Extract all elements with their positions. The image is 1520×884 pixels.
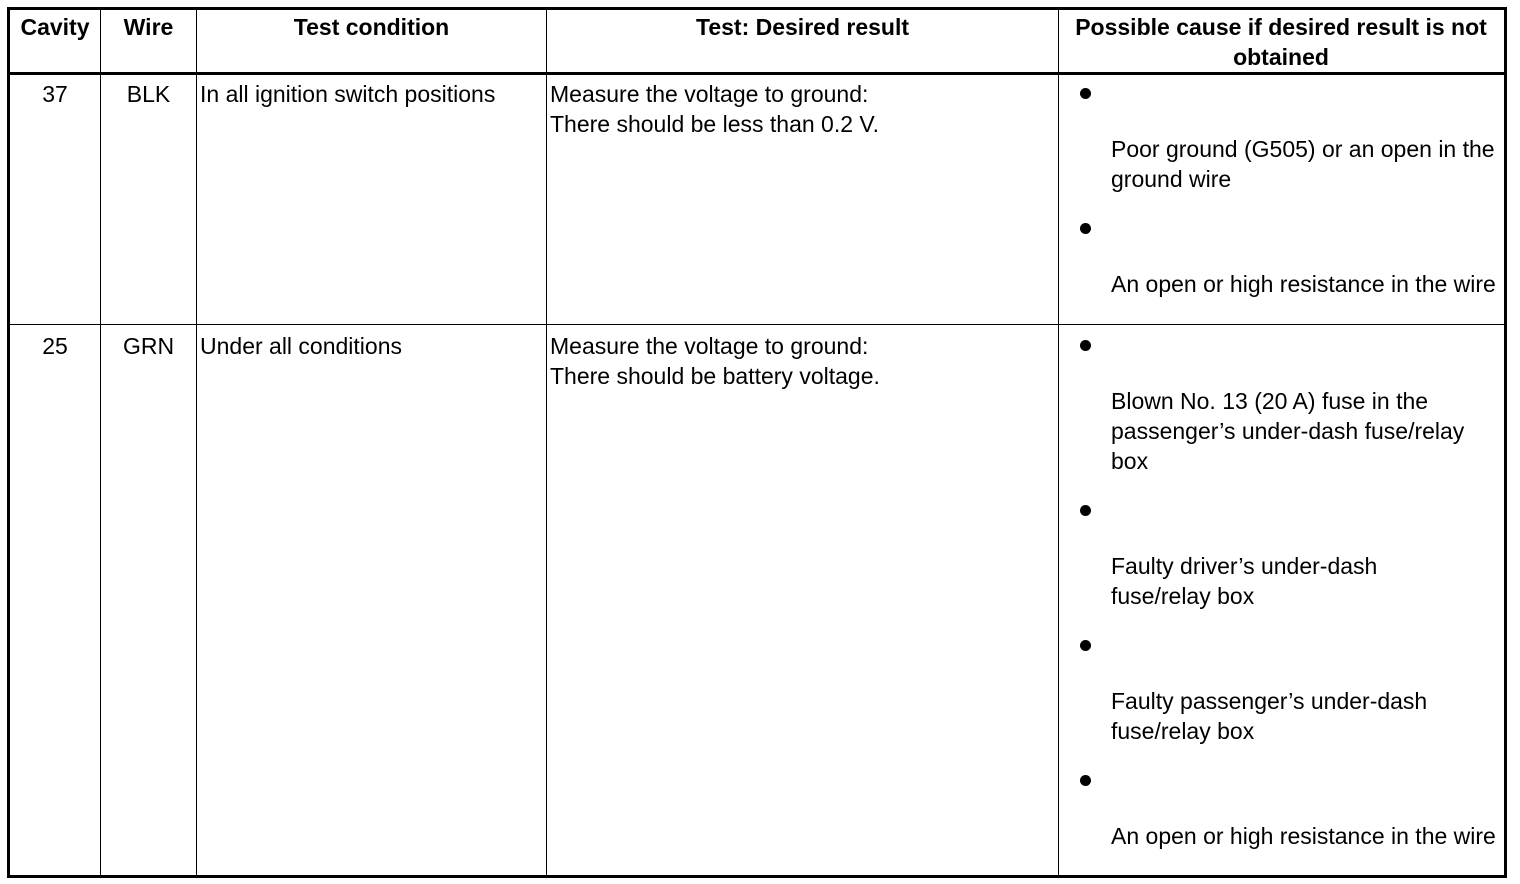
bullet-icon (1080, 505, 1091, 516)
header-possible-cause: Possible cause if desired result is not obtained (1075, 14, 1487, 70)
header-wire: Wire (123, 14, 174, 40)
row-divider (10, 324, 1504, 325)
header-cavity: Cavity (20, 14, 90, 40)
col-divider (196, 10, 197, 875)
row-result-line2: There should be battery voltage. (550, 363, 880, 389)
cause-item: Poor ground (G505) or an open in the ground wire (1111, 136, 1495, 192)
row-result-line1: Measure the voltage to ground: (550, 81, 869, 107)
bullet-icon (1080, 88, 1091, 99)
bullet-icon (1080, 775, 1091, 786)
col-divider (546, 10, 547, 875)
header-test-condition: Test condition (293, 14, 450, 40)
header-desired-result: Test: Desired result (695, 14, 910, 40)
cause-item: An open or high resistance in the wire (1111, 823, 1496, 849)
row-test-condition: Under all conditions (200, 333, 403, 359)
cause-item: Blown No. 13 (20 A) fuse in the passenger’s under-dash fuse/relay box (1111, 388, 1465, 474)
cause-item: Faulty passenger’s under-dash fuse/relay box (1111, 688, 1428, 744)
bullet-icon (1080, 640, 1091, 651)
cause-item: An open or high resistance in the wire (1111, 271, 1496, 297)
col-divider (100, 10, 101, 875)
header-divider (10, 72, 1504, 75)
row-cavity: 37 (42, 81, 68, 107)
bullet-icon (1080, 340, 1091, 351)
row-wire: GRN (122, 333, 175, 359)
bullet-icon (1080, 223, 1091, 234)
row-wire: BLK (126, 81, 171, 107)
cause-item: Faulty driver’s under-dash fuse/relay box (1111, 553, 1378, 609)
col-divider (1058, 10, 1059, 875)
row-test-condition: In all ignition switch positions (200, 81, 496, 107)
row-result-line2: There should be less than 0.2 V. (550, 111, 880, 137)
diagnostic-table (7, 7, 1507, 878)
row-result-line1: Measure the voltage to ground: (550, 333, 869, 359)
row-cavity: 25 (42, 333, 68, 359)
